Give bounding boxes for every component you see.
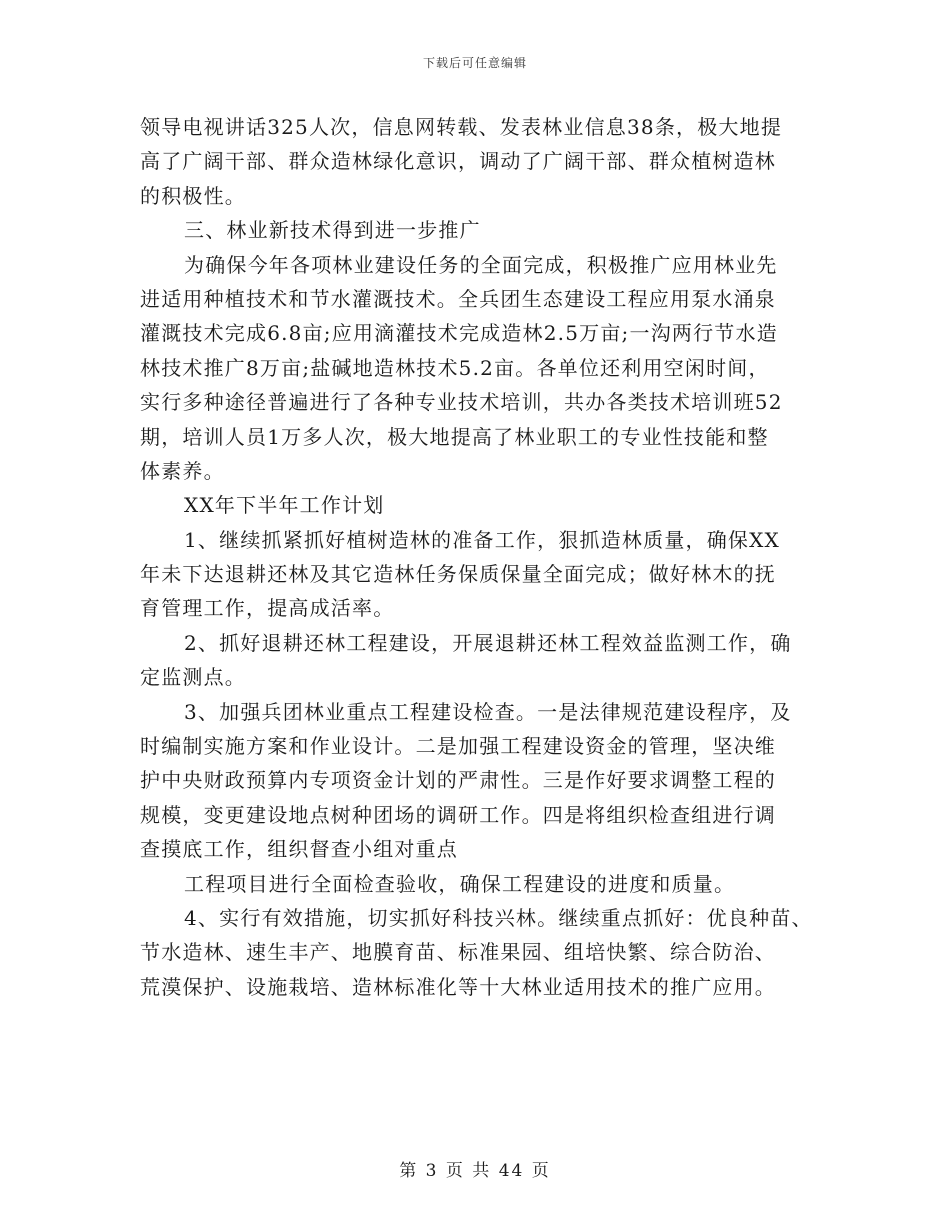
text-line: 为确保今年各项林业建设任务的全面完成，积极推广应用林业先: [184, 252, 778, 277]
text-line: 灌溉技术完成6.8亩;应用滴灌技术完成造林2.5万亩;一沟两行节水造: [140, 321, 778, 346]
text-line: 三、林业新技术得到进一步推广: [184, 218, 481, 243]
text-line: 期，培训人员1万多人次，极大地提高了林业职工的专业性技能和整: [140, 424, 769, 449]
text-line: 的积极性。: [140, 183, 246, 208]
text-line: 时编制实施方案和作业设计。二是加强工程建设资金的管理，坚决维: [140, 734, 776, 759]
text-line: 工程项目进行全面检查验收，确保工程建设的进度和质量。: [184, 871, 736, 896]
text-line: 实行多种途径普遍进行了各种专业技术培训，共办各类技术培训班52: [140, 390, 783, 415]
text-line: 4、实行有效措施，切实抓好科技兴林。继续重点抓好：优良种苗、: [184, 905, 813, 930]
text-line: 护中央财政预算内专项资金计划的严肃性。三是作好要求调整工程的: [140, 768, 776, 793]
text-line: 林技术推广8万亩;盐碱地造林技术5.2亩。各单位还利用空闲时间，: [140, 355, 770, 380]
text-line: XX年下半年工作计划: [184, 493, 385, 518]
page-header: 下载后可任意编辑: [422, 56, 527, 70]
text-line: 领导电视讲话325人次，信息网转载、发表林业信息38条，极大地提: [140, 115, 783, 139]
text-line: 规模，变更建设地点树种团场的调研工作。四是将组织检查组进行调: [140, 802, 776, 827]
text-line: 育管理工作，提高成活率。: [140, 596, 395, 621]
text-line: 定监测点。: [140, 665, 246, 690]
document-body: [140, 110, 830, 1004]
text-line: 2、抓好退耕还林工程建设，开展退耕还林工程效益监测工作，确: [184, 630, 792, 655]
text-line: 1、继续抓紧抓好植树造林的准备工作，狠抓造林质量，确保XX: [184, 527, 781, 552]
text-line: 荒漠保护、设施栽培、造林标准化等十大林业适用技术的推广应用。: [140, 974, 776, 999]
text-line: 节水造林、速生丰产、地膜育苗、标准果园、组培快繁、综合防治、: [140, 940, 776, 965]
text-line: 查摸底工作，组织督查小组对重点: [140, 837, 458, 862]
text-line: 3、加强兵团林业重点工程建设检查。一是法律规范建设程序，及: [184, 699, 792, 724]
text-line: 进适用种植技术和节水灌溉技术。全兵团生态建设工程应用泵水涌泉: [140, 286, 776, 311]
text-line: 年未下达退耕还林及其它造林任务保质保量全面完成；做好林木的抚: [140, 562, 776, 587]
text-line: 体素养。: [140, 458, 225, 483]
page-footer: 第 3 页 共 44 页: [399, 1161, 551, 1181]
text-line: 高了广阔干部、群众造林绿化意识，调动了广阔干部、群众植树造林: [140, 149, 776, 174]
